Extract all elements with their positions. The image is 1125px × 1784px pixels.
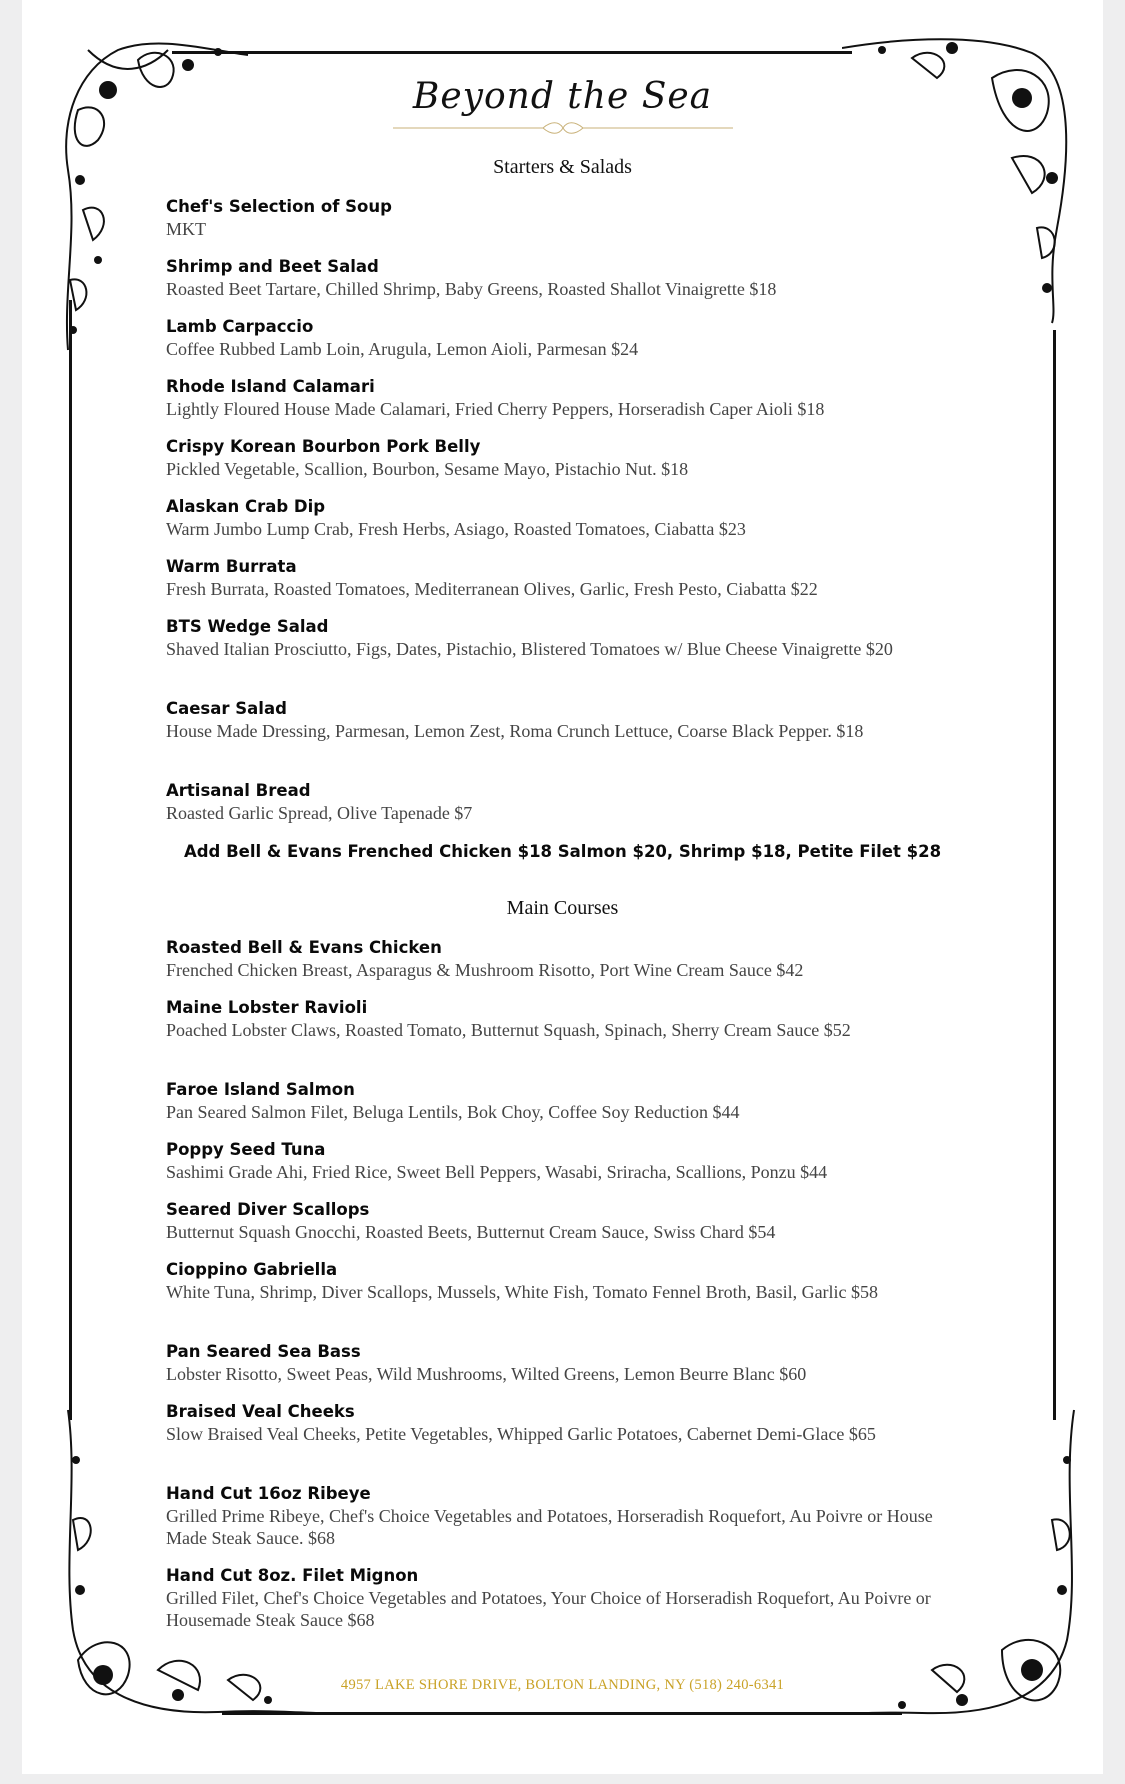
menu-item-description: Warm Jumbo Lump Crab, Fresh Herbs, Asiago, Roasted Tomatoes, Ciabatta $23 [166,519,746,539]
menu-item-name: Roasted Bell & Evans Chicken [166,938,442,957]
menu-item-description: Sashimi Grade Ahi, Fried Rice, Sweet Bell Peppers, Wasabi, Sriracha, Scallions, Ponzu $44 [166,1162,828,1182]
menu-item-description: Lightly Floured House Made Calamari, Fried Cherry Peppers, Horseradish Caper Aioli $18 [166,399,825,419]
menu-item [166,780,946,824]
menu-item-name: Pan Seared Sea Bass [166,1342,361,1361]
menu-item [166,698,946,742]
menu-item-name: Caesar Salad [166,699,287,718]
menu-item [166,616,946,660]
menu-item [166,1483,946,1549]
menu-item-description: Slow Braised Veal Cheeks, Petite Vegetables, Whipped Garlic Potatoes, Cabernet Demi-Glace $65 [166,1424,876,1444]
menu-item [166,997,946,1041]
menu-item-name: Shrimp and Beet Salad [166,257,379,276]
menu-item-description: Roasted Garlic Spread, Olive Tapenade $7 [166,803,473,823]
menu-item-name: Braised Veal Cheeks [166,1402,355,1421]
menu-item-name: Cioppino Gabriella [166,1260,338,1279]
title-ornament-divider [393,121,733,135]
footer-address: 4957 LAKE SHORE DRIVE, BOLTON LANDING, NY (518) 240-6341 [340,1677,785,1693]
frame-right-line [1053,330,1056,1420]
menu-item-description: Pan Seared Salmon Filet, Beluga Lentils, Bok Choy, Coffee Soy Reduction $44 [166,1102,740,1122]
menu-item-name: Chef's Selection of Soup [166,197,392,216]
menu-item [166,1199,946,1243]
menu-item [166,1259,946,1303]
menu-item [166,937,946,981]
menu-item-name: Poppy Seed Tuna [166,1140,326,1159]
menu-item-name: BTS Wedge Salad [166,617,329,636]
menu-item [166,376,946,420]
menu-item-description: Butternut Squash Gnocchi, Roasted Beets, Butternut Cream Sauce, Swiss Chard $54 [166,1222,776,1242]
menu-item [166,496,946,540]
menu-item-description: MKT [166,219,206,239]
menu-item [166,556,946,600]
menu-item-description: Pickled Vegetable, Scallion, Bourbon, Sesame Mayo, Pistachio Nut. $18 [166,459,689,479]
menu-item [166,196,946,240]
menu-item-name: Maine Lobster Ravioli [166,998,368,1017]
menu-item-name: Faroe Island Salmon [166,1080,355,1099]
menu-item-description: Fresh Burrata, Roasted Tomatoes, Mediterranean Olives, Garlic, Fresh Pesto, Ciabatta $22 [166,579,818,599]
frame-bottom-line [222,1712,902,1715]
menu-header [22,76,1103,135]
menu-item-name: Alaskan Crab Dip [166,497,326,516]
menu-item-name: Crispy Korean Bourbon Pork Belly [166,437,481,456]
menu-item-name: Seared Diver Scallops [166,1200,370,1219]
menu-item-name: Hand Cut 8oz. Filet Mignon [166,1566,419,1585]
menu-item [166,316,946,360]
menu-item [166,1565,946,1631]
menu-item-description: Coffee Rubbed Lamb Loin, Arugula, Lemon Aioli, Parmesan $24 [166,339,639,359]
menu-item-description: Roasted Beet Tartare, Chilled Shrimp, Baby Greens, Roasted Shallot Vinaigrette $18 [166,279,777,299]
frame-top-line [172,51,852,54]
menu-item-description: Grilled Prime Ribeye, Chef's Choice Vegetables and Potatoes, Horseradish Roquefort, Au Poivre or House Made Steak Sauce. $68 [166,1506,933,1548]
menu-item [166,1079,946,1123]
menu-item-description: Frenched Chicken Breast, Asparagus & Mushroom Risotto, Port Wine Cream Sauce $42 [166,960,804,980]
section-heading-main-courses: Main Courses [506,897,619,919]
menu-item-description: Grilled Filet, Chef's Choice Vegetables and Potatoes, Your Choice of Horseradish Roquefort, Au Poivre or Housemade Steak Sauce $68 [166,1588,931,1630]
addons-line: Add Bell & Evans Frenched Chicken $18 Salmon $20, Shrimp $18, Petite Filet $28 [183,842,942,861]
menu-item-name: Rhode Island Calamari [166,377,375,396]
menu-item-description: House Made Dressing, Parmesan, Lemon Zest, Roma Crunch Lettuce, Coarse Black Pepper. $18 [166,721,864,741]
menu-item [166,436,946,480]
menu-item-name: Hand Cut 16oz Ribeye [166,1484,371,1503]
menu-item-name: Artisanal Bread [166,781,311,800]
menu-item [166,1401,946,1445]
menu-item-description: Shaved Italian Prosciutto, Figs, Dates, Pistachio, Blistered Tomatoes w/ Blue Cheese Vinaigrette $20 [166,639,893,659]
menu-item [166,256,946,300]
section-heading-starters: Starters & Salads [493,156,632,178]
menu-item-name: Lamb Carpaccio [166,317,314,336]
menu-item-description: White Tuna, Shrimp, Diver Scallops, Mussels, White Fish, Tomato Fennel Broth, Basil, Garlic $58 [166,1282,879,1302]
menu-item-description: Poached Lobster Claws, Roasted Tomato, Butternut Squash, Spinach, Sherry Cream Sauce $52 [166,1020,851,1040]
menu-item-description: Lobster Risotto, Sweet Peas, Wild Mushrooms, Wilted Greens, Lemon Beurre Blanc $60 [166,1364,807,1384]
menu-item-name: Warm Burrata [166,557,297,576]
restaurant-title: Beyond the Sea [412,76,713,117]
menu-item [166,1139,946,1183]
menu-item [166,1341,946,1385]
